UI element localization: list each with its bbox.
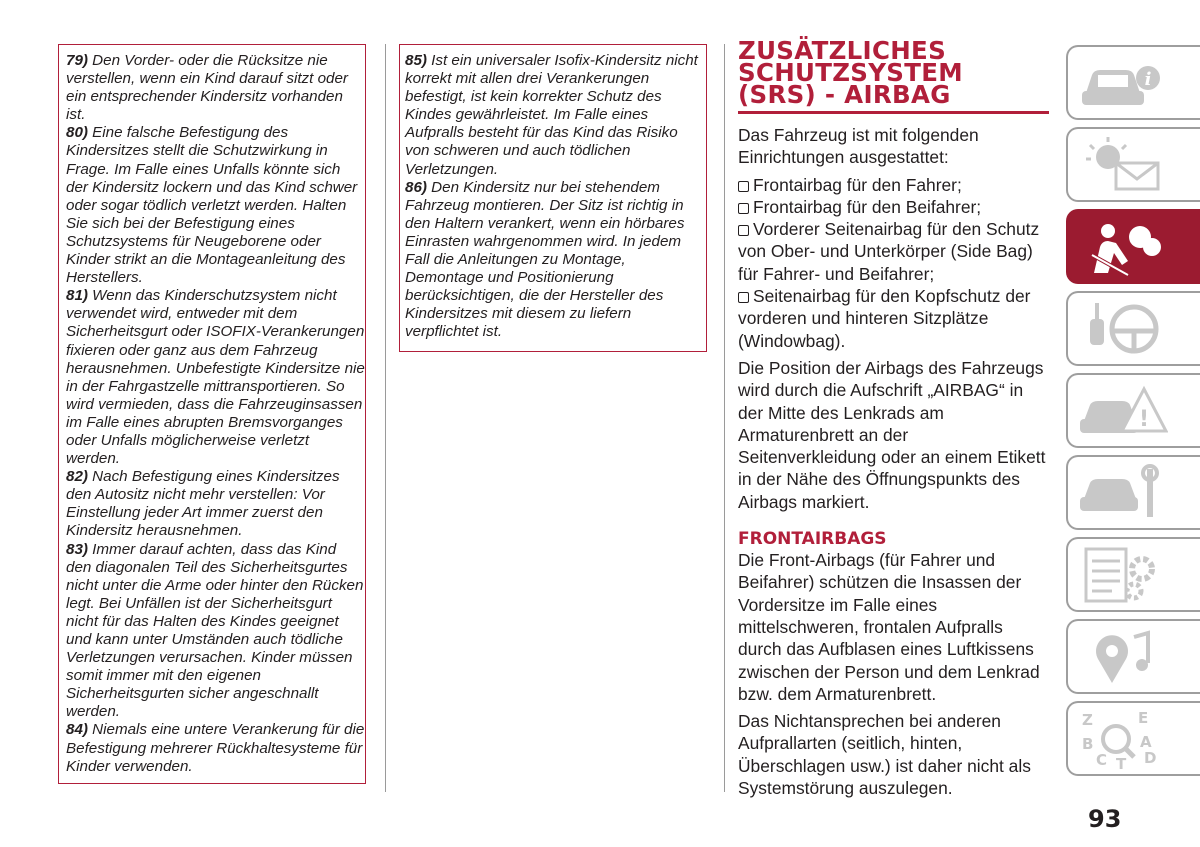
checkbox-bullet-icon (738, 203, 749, 214)
warning-box-79-84 (58, 44, 366, 784)
section-title-line: SCHUTZSYSTEM (738, 58, 963, 87)
tab-emergency[interactable] (1066, 373, 1200, 448)
warning-86 (405, 179, 706, 342)
checkbox-bullet-icon (738, 225, 749, 236)
index-letter: B (1082, 735, 1094, 753)
tab-safety[interactable] (1066, 209, 1200, 284)
warning-lights-icon (1078, 135, 1168, 195)
front-airbag-text: Die Front-Airbags (für Fahrer und Beifahrer) schützen die Insassen der Vordersitze im Falle eines mittelschweren, frontalen Aufpralls durch das Aufblasen eines Luftkissens zwischen der Person und dem Lenkrad bzw. dem Armaturenbrett. (738, 550, 1040, 704)
warning-text: Den Kindersitz nur bei stehendem Fahrzeug montieren. Der Sitz ist richtig in den Haltern verankert, wenn ein hörbares Einrasten wahrgenommen wird. In jedem Fall die Anleitungen zu Montage, Demontage und Positionierung berücksichtigen, die der Hersteller des Kindersitzes mit diesem zu liefern verpflichtet ist. (405, 178, 685, 341)
index-letter: D (1144, 749, 1157, 767)
warning-number: 82) (66, 468, 88, 486)
warning-text: Eine falsche Befestigung des Kindersitzes stellt die Schutzwirkung in Frage. Im Falle eines Unfalls könnte sich der Kindersitz lockern und das Kind schwer oder sogar tödlich verletzt werden. Halten Sie sich bei der Befestigung eines Schutzsystems für Neugeborene oder Kinder strikt an die Montageanleitung des Herstellers. (66, 124, 358, 287)
warning-text: Immer darauf achten, dass das Kind den diagonalen Teil des Sicherheitsgurtes nicht unter die Arme oder hinter den Rücken legt. Bei Unfällen ist der Sicherheitsgurt nicht für das Halten des Kindes geeignet und kann unter Umständen auch tödliche Verletzungen verursachen. Kinder müssen somit immer mit den eigenen Sicherheitsgurten sicher angeschnallt werden. (66, 540, 364, 721)
checkbox-bullet-icon (738, 181, 749, 192)
warning-81 (66, 287, 365, 468)
warning-number: 86) (405, 178, 427, 196)
car-info-icon (1078, 53, 1168, 113)
warning-text: Den Vorder- oder die Rücksitze nie verstellen, wenn ein Kind darauf sitzt oder ein entsprechender Kindersitz vorhanden ist. (66, 52, 348, 124)
warning-number: 84) (66, 721, 88, 739)
warning-79 (66, 52, 365, 124)
warning-number: 79) (66, 52, 88, 69)
warning-text: Wenn das Kinderschutzsystem nicht verwendet wird, entweder mit dem Sicherheitsgurt oder ISOFIX-Verankerungen fixieren oder ganz aus dem Fahrzeug herausnehmen. Unbefestigte Kindersitze nie in der Fahrgastzelle mittransportieren. So wird vermieden, dass die Fahrzeuginsassen im Falle eines abrupten Bremsvorganges oder Unfalls möglicherweise verletzt werden. (66, 287, 365, 468)
non-deployment-text: Das Nichtansprechen bei anderen Aufprallarten (seitlich, hinten, Überschlagen usw.) ist daher nicht als Systemstörung auszulegen. (738, 711, 1031, 799)
column-divider-2 (724, 44, 725, 792)
tab-multimedia[interactable] (1066, 619, 1200, 694)
tab-starting-driving[interactable] (1066, 291, 1200, 366)
column-divider-1 (385, 44, 386, 792)
tab-warning-lights[interactable] (1066, 127, 1200, 202)
warning-text: Niemals eine untere Verankerung für die Befestigung mehrerer Rückhaltesysteme für Kinder verwenden. (66, 721, 365, 775)
index-letter: C (1096, 751, 1108, 769)
checkbox-bullet-icon (738, 292, 749, 303)
technical-data-icon (1078, 545, 1168, 605)
section-title-line: (SRS) - AIRBAG (738, 80, 951, 109)
svg-text:i: i (1144, 69, 1152, 90)
tab-technical-data[interactable] (1066, 537, 1200, 612)
list-item: Frontairbag für den Fahrer; (753, 174, 962, 195)
safety-airbag-icon (1078, 217, 1168, 277)
warning-number: 81) (66, 287, 88, 305)
page-number: 93 (1088, 805, 1122, 833)
intro-text: Das Fahrzeug ist mit folgenden Einrichtungen ausgestattet: (738, 125, 979, 168)
list-item: Seitenairbag für den Kopfschutz der vorderen und hinteren Sitzplätze (Windowbag). (738, 286, 1031, 351)
subsection-title: FRONTAIRBAGS (738, 529, 887, 550)
index-letter: Z (1082, 711, 1093, 729)
section-title-line: ZUSÄTZLICHES (738, 36, 947, 65)
tab-index[interactable] (1066, 701, 1200, 776)
warning-text: Ist ein universaler Isofix-Kindersitz nicht korrekt mit allen drei Verankerungen befestigt, ist kein korrekter Schutz des Kindes gewährleistet. Im Falle eines Aufpralls besteht für das Kind das Risiko von schweren und auch tödlichen Verletzungen. (405, 52, 698, 178)
car-maintenance-icon (1078, 463, 1168, 523)
index-icon (1078, 709, 1168, 769)
warning-text: Nach Befestigung eines Kindersitzes den Autositz nicht mehr verstellen: Vor Einstellung jeder Art immer zuerst den Kindersitz herausnehmen. (66, 468, 340, 540)
warning-box-85-86 (399, 44, 707, 352)
tab-maintenance[interactable] (1066, 455, 1200, 530)
equipment-list (738, 174, 1050, 352)
warning-number: 83) (66, 540, 88, 558)
warning-number: 80) (66, 124, 88, 142)
airbag-section (738, 36, 1050, 804)
warning-85 (405, 52, 706, 179)
list-item: Frontairbag für den Beifahrer; (753, 196, 982, 217)
warning-84 (66, 721, 365, 775)
warning-83 (66, 541, 365, 722)
list-item: Vorderer Seitenairbag für den Schutz von Ober- und Unterkörper (Side Bag) für Fahrer- und Beifahrer; (738, 219, 1040, 284)
tab-car-info[interactable] (1066, 45, 1200, 120)
title-underline (738, 111, 1049, 114)
warning-number: 85) (405, 52, 427, 69)
svg-text:!: ! (1138, 407, 1150, 432)
index-letter: T (1116, 755, 1127, 769)
car-emergency-icon (1078, 381, 1168, 441)
warning-80 (66, 124, 365, 287)
multimedia-icon (1078, 627, 1168, 687)
index-letter: A (1140, 733, 1152, 751)
key-steering-wheel-icon (1078, 299, 1168, 359)
section-title (738, 36, 1050, 109)
airbag-position-text: Die Position der Airbags des Fahrzeugs wird durch die Aufschrift „AIRBAG“ in der Mitte des Lenkrads am Armaturenbrett an der Seitenverkleidung oder an einem Etikett in der Nähe des Öffnungspunkts des Airbags markiert. (738, 357, 1046, 512)
warning-82 (66, 468, 365, 540)
index-letter: E (1138, 709, 1149, 727)
